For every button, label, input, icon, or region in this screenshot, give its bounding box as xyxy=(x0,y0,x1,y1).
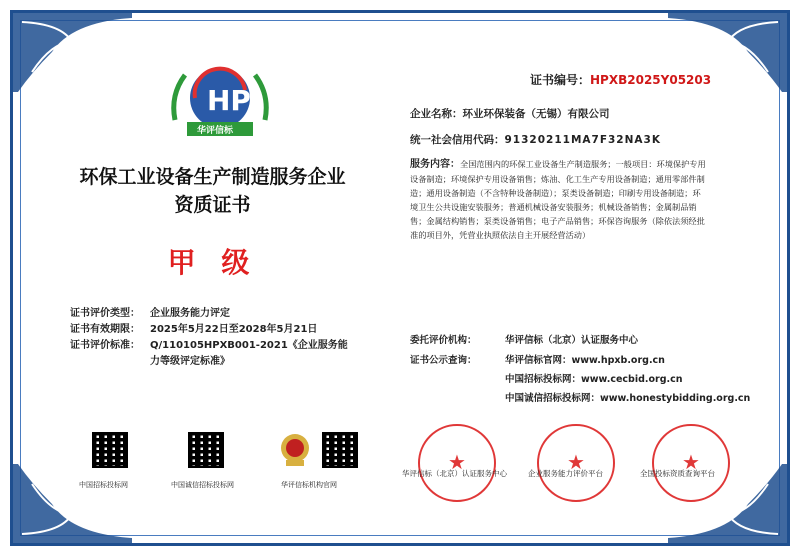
standard-label: 证书评价标准： xyxy=(70,340,140,351)
scope-line: 设备制造；环境保护专用设备销售；炼油、化工生产专用设备制造；通用零部件制 xyxy=(410,174,705,184)
corner-ornament-top-left xyxy=(12,12,132,92)
emblem-icon xyxy=(278,432,312,472)
title-line-1: 环保工业设备生产制造服务企业 xyxy=(79,166,346,188)
scope-label: 服务内容： xyxy=(410,159,460,170)
qr-label: 华评信标机构官网 xyxy=(281,481,337,489)
certificate-number-value: HPXB2025Y05203 xyxy=(590,73,712,87)
scope-line: 全国范围内的环保工业设备生产制造服务；一般项目：环境保护专用 xyxy=(460,159,706,169)
query-link-honestybidding[interactable]: 中国诚信招标投标网：www.honestybidding.org.cn xyxy=(505,393,751,404)
logo-text: 华评信标 xyxy=(197,126,234,136)
query-label: 证书公示查询： xyxy=(410,355,477,366)
qr-code-1[interactable] xyxy=(92,432,128,468)
standard-value: Q/110105HPXB001-2021《企业服务能 xyxy=(150,340,348,351)
query-link-cecbid[interactable]: 中国招标投标网：www.cecbid.org.cn xyxy=(505,374,683,385)
eval-type-value: 企业服务能力评定 xyxy=(150,308,230,319)
qr-label: 中国诚信招标投标网 xyxy=(171,481,234,489)
official-stamp-3: ★ xyxy=(652,424,730,502)
certificate-number xyxy=(530,71,711,88)
standard-value-cont: 力等级评定标准》 xyxy=(150,356,230,367)
company-name-value: 环业环保装备（无锡）有限公司 xyxy=(462,108,610,120)
query-block xyxy=(410,351,750,408)
qr-label: 中国招标投标网 xyxy=(79,481,128,489)
eval-type-label: 证书评价类型： xyxy=(70,308,140,319)
certificate-grade: 甲 级 xyxy=(167,246,258,279)
validity-value: 2025年5月22日至2028年5月21日 xyxy=(150,324,318,335)
credit-code-value: 91320211MA7F32NA3K xyxy=(504,134,661,146)
qr-code-2[interactable] xyxy=(188,432,224,468)
evaluation-details xyxy=(70,306,348,370)
scope-line: 境卫生公共设施安装服务；普通机械设备安装服务；机械设备销售；金属制品销 xyxy=(410,202,697,212)
corner-ornament-bottom-left xyxy=(12,464,132,544)
entrust-row xyxy=(410,332,638,346)
entrust-label: 委托评价机构： xyxy=(410,335,477,346)
validity-label: 证书有效期限： xyxy=(70,324,140,335)
scope-line: 造；通用设备制造（不含特种设备制造）；泵类设备制造；印刷专用设备制造；环 xyxy=(410,188,701,198)
credit-code-row xyxy=(410,132,661,147)
stamp-caption: 全国投标资质查询平台 xyxy=(640,469,715,478)
scope-line: 售；金属结构销售；泵类设备销售；电子产品销售；环保咨询服务（除依法须经批 xyxy=(410,216,705,226)
title-line-2: 资质证书 xyxy=(174,194,251,216)
svg-text:HP: HP xyxy=(207,84,251,117)
certificate-number-label: 证书编号： xyxy=(530,73,591,87)
company-name-row xyxy=(410,106,610,121)
service-scope xyxy=(410,157,755,242)
company-name-label: 企业名称： xyxy=(410,108,463,120)
credit-code-label: 统一社会信用代码： xyxy=(410,134,505,146)
entrust-value: 华评信标（北京）认证服务中心 xyxy=(505,335,639,346)
official-stamp-2: ★ xyxy=(537,424,615,502)
stamp-caption: 企业服务能力评价平台 xyxy=(528,469,603,478)
stamp-caption: 华评信标（北京）认证服务中心 xyxy=(402,469,507,478)
query-link-hpxb[interactable]: 华评信标官网：www.hpxb.org.cn xyxy=(505,355,665,366)
official-stamp-1: ★ xyxy=(418,424,496,502)
scope-line: 准的项目外，凭营业执照依法自主开展经营活动） xyxy=(410,230,591,240)
certificate-title xyxy=(40,163,385,219)
qr-code-3[interactable] xyxy=(322,432,358,468)
hpxb-logo xyxy=(165,60,275,145)
